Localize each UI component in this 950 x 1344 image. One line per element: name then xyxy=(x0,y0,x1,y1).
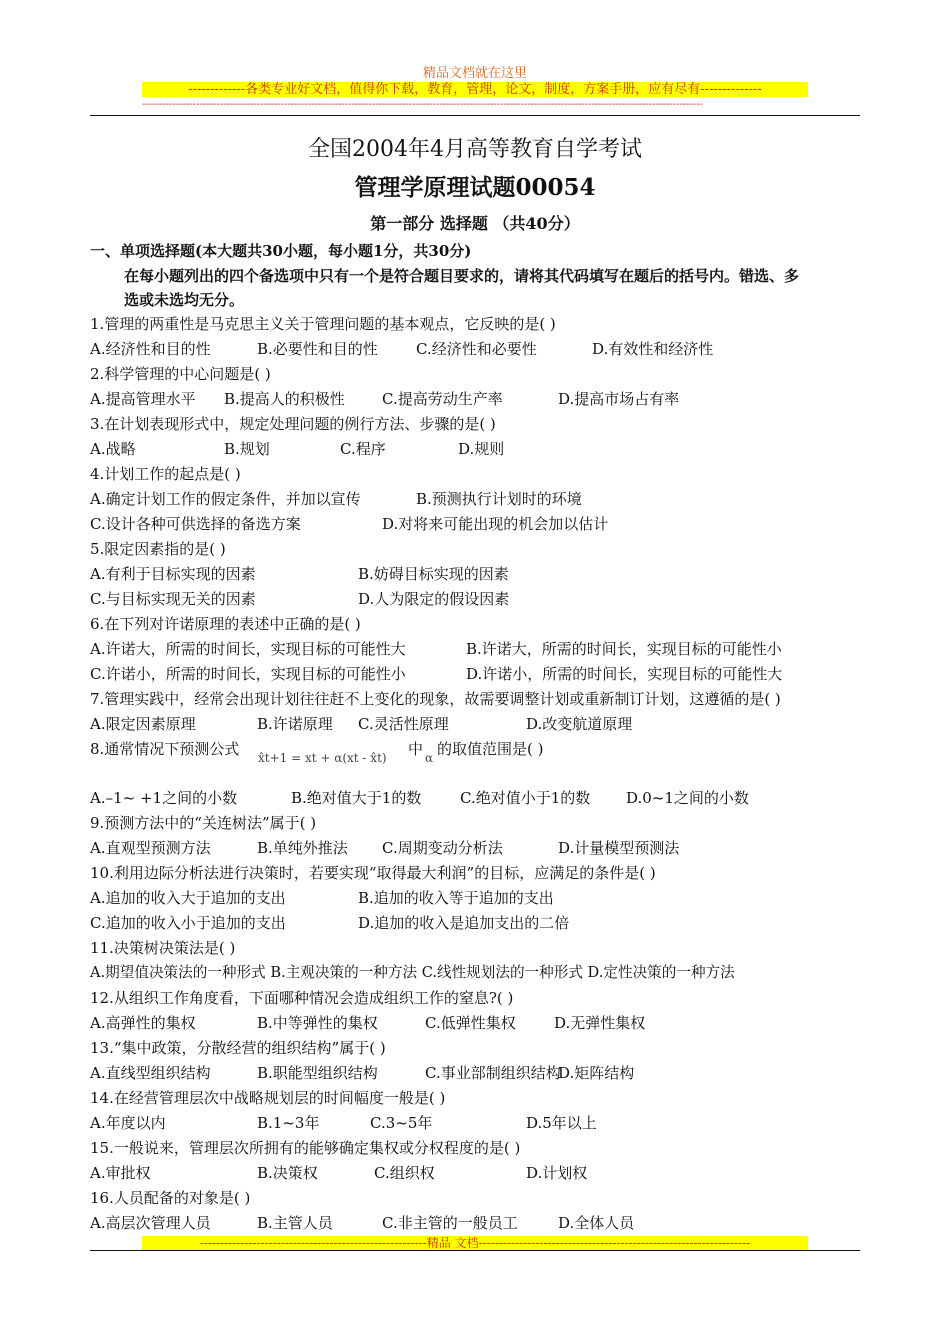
q3-option-b: B.规划 xyxy=(224,440,270,458)
q16-option-c: C.非主管的一般员工 xyxy=(382,1214,518,1232)
question-6: 6.在下列对许诺原理的表述中正确的是( ) xyxy=(90,615,361,633)
question-9: 9.预测方法中的“关连树法”属于( ) xyxy=(90,814,317,832)
q9-option-b: B.单纯外推法 xyxy=(257,839,348,857)
q6-option-b: B.许诺大，所需的时间长，实现目标的可能性小 xyxy=(466,640,782,658)
q5-option-b: B.妨碍目标实现的因素 xyxy=(358,565,509,583)
footer-banner: --------------------------------------------------------精品 文档------------------------------------------------------------------- xyxy=(142,1236,808,1250)
q8-option-a: A.–1~ +1之间的小数 xyxy=(90,789,238,807)
question-7: 7.管理实践中，经常会出现计划往往赶不上变化的现象，故需要调整计划或重新制订计划，这遵循的是( ) xyxy=(90,690,781,708)
q9-option-c: C.周期变动分析法 xyxy=(382,839,503,857)
question-12: 12.从组织工作角度看，下面哪种情况会造成组织工作的窒息?( ) xyxy=(90,989,514,1007)
section-title: 一、单项选择题(本大题共30小题，每小题1分，共30分) xyxy=(90,242,472,260)
q10-option-d: D.追加的收入是追加支出的二倍 xyxy=(358,914,570,932)
q1-option-b: B.必要性和目的性 xyxy=(257,340,378,358)
q4-option-a: A.确定计划工作的假定条件，并加以宣传 xyxy=(90,490,361,508)
instruction-line-1: 在每小题列出的四个备选项中只有一个是符合题目要求的，请将其代码填写在题后的括号内。错选、多 xyxy=(124,267,800,285)
q2-option-d: D.提高市场占有率 xyxy=(558,390,680,408)
q10-option-b: B.追加的收入等于追加的支出 xyxy=(358,889,554,907)
q7-option-b: B.许诺原理 xyxy=(257,715,333,733)
q4-option-b: B.预测执行计划时的环境 xyxy=(416,490,582,508)
question-10: 10.利用边际分析法进行决策时，若要实现“取得最大利润”的目标，应满足的条件是( ) xyxy=(90,864,656,882)
q3-option-d: D.规则 xyxy=(458,440,505,458)
q6-option-c: C.许诺小，所需的时间长，实现目标的可能性小 xyxy=(90,665,406,683)
exam-title: 全国2004年4月高等教育自学考试 xyxy=(308,137,642,162)
q13-option-d: D.矩阵结构 xyxy=(558,1064,635,1082)
q2-option-c: C.提高劳动生产率 xyxy=(382,390,503,408)
q8-formula: x̂t+1 = xt + α(xt - x̂t) xyxy=(258,751,387,765)
paper-title: 管理学原理试题00054 xyxy=(354,174,596,201)
header-site-title: 精品文档就在这里 xyxy=(422,66,527,81)
q8-alpha-symbol: α xyxy=(425,751,434,765)
q1-option-c: C.经济性和必要性 xyxy=(416,340,537,358)
question-3: 3.在计划表现形式中，规定处理问题的例行方法、步骤的是( ) xyxy=(90,415,496,433)
q15-option-d: D.计划权 xyxy=(526,1164,588,1182)
q7-option-a: A.限定因素原理 xyxy=(90,715,196,733)
question-8 xyxy=(90,739,860,771)
q5-option-a: A.有利于目标实现的因素 xyxy=(90,565,256,583)
question-1: 1.管理的两重性是马克思主义关于管理问题的基本观点，它反映的是( ) xyxy=(90,315,556,333)
q7-option-d: D.改变航道原理 xyxy=(526,715,633,733)
q2-option-b: B.提高人的积极性 xyxy=(224,390,345,408)
q1-option-a: A.经济性和目的性 xyxy=(90,340,211,358)
q11-options: A.期望值决策法的一种形式 B.主观决策的一种方法 C.线性规划法的一种形式 D.定性决策的一种方法 xyxy=(90,964,735,981)
q3-option-a: A.战略 xyxy=(90,440,136,458)
q5-option-d: D.人为限定的假设因素 xyxy=(358,590,510,608)
q3-option-c: C.程序 xyxy=(340,440,386,458)
q10-option-c: C.追加的收入小于追加的支出 xyxy=(90,914,286,932)
q8-text-mid: 中 xyxy=(408,740,424,758)
q14-option-b: B.1~3年 xyxy=(257,1114,320,1132)
q15-option-a: A.审批权 xyxy=(90,1164,151,1182)
question-16: 16.人员配备的对象是( ) xyxy=(90,1189,251,1207)
q13-option-c: C.事业部制组织结构 xyxy=(425,1064,561,1082)
q9-option-a: A.直观型预测方法 xyxy=(90,839,211,857)
top-rule xyxy=(90,115,860,116)
q16-option-d: D.全体人员 xyxy=(558,1214,635,1232)
question-11: 11.决策树决策法是( ) xyxy=(90,939,236,957)
q13-option-b: B.职能型组织结构 xyxy=(257,1064,378,1082)
instruction-line-2: 选或未选均无分。 xyxy=(124,291,245,309)
question-15: 15.一般说来，管理层次所拥有的能够确定集权或分权程度的是( ) xyxy=(90,1139,521,1157)
header-dash-line: ---------------------------------------------------------------------------------------------------------------------------------------------------------------------- xyxy=(142,100,703,110)
q12-option-d: D.无弹性集权 xyxy=(554,1014,646,1032)
question-13: 13.“集中政策，分散经营的组织结构”属于( ) xyxy=(90,1039,386,1057)
q15-option-b: B.决策权 xyxy=(257,1164,318,1182)
q12-option-c: C.低弹性集权 xyxy=(425,1014,516,1032)
header-slogan: -------------各类专业好文档，值得你下载，教育，管理，论文，制度，方案手册，应有尽有-------------- xyxy=(142,82,808,97)
q12-option-a: A.高弹性的集权 xyxy=(90,1014,196,1032)
q4-option-c: C.设计各种可供选择的备选方案 xyxy=(90,515,301,533)
q1-option-d: D.有效性和经济性 xyxy=(592,340,714,358)
q7-option-c: C.灵活性原理 xyxy=(358,715,449,733)
q6-option-a: A.许诺大，所需的时间长，实现目标的可能性大 xyxy=(90,640,406,658)
q14-option-a: A.年度以内 xyxy=(90,1114,166,1132)
q8-text-post: 的取值范围是( ) xyxy=(437,740,544,758)
q8-option-c: C.绝对值小于1的数 xyxy=(460,789,591,807)
q15-option-c: C.组织权 xyxy=(374,1164,435,1182)
q8-text-pre: 8.通常情况下预测公式 xyxy=(90,740,240,758)
q16-option-b: B.主管人员 xyxy=(257,1214,333,1232)
q12-option-b: B.中等弹性的集权 xyxy=(257,1014,378,1032)
part-title: 第一部分 选择题 （共40分） xyxy=(370,214,580,233)
q4-option-d: D.对将来可能出现的机会加以估计 xyxy=(382,515,609,533)
question-2: 2.科学管理的中心问题是( ) xyxy=(90,365,271,383)
q14-option-c: C.3~5年 xyxy=(370,1114,433,1132)
q8-option-b: B.绝对值大于1的数 xyxy=(291,789,422,807)
q10-option-a: A.追加的收入大于追加的支出 xyxy=(90,889,286,907)
question-14: 14.在经营管理层次中战略规划层的时间幅度一般是( ) xyxy=(90,1089,446,1107)
q2-option-a: A.提高管理水平 xyxy=(90,390,196,408)
question-5: 5.限定因素指的是( ) xyxy=(90,540,226,558)
q13-option-a: A.直线型组织结构 xyxy=(90,1064,211,1082)
bottom-rule xyxy=(90,1250,860,1251)
q16-option-a: A.高层次管理人员 xyxy=(90,1214,211,1232)
q9-option-d: D.计量模型预测法 xyxy=(558,839,680,857)
q6-option-d: D.许诺小，所需的时间长，实现目标的可能性大 xyxy=(466,665,783,683)
question-4: 4.计划工作的起点是( ) xyxy=(90,465,241,483)
q14-option-d: D.5年以上 xyxy=(526,1114,597,1132)
q8-option-d: D.0~1之间的小数 xyxy=(626,789,749,807)
q5-option-c: C.与目标实现无关的因素 xyxy=(90,590,256,608)
